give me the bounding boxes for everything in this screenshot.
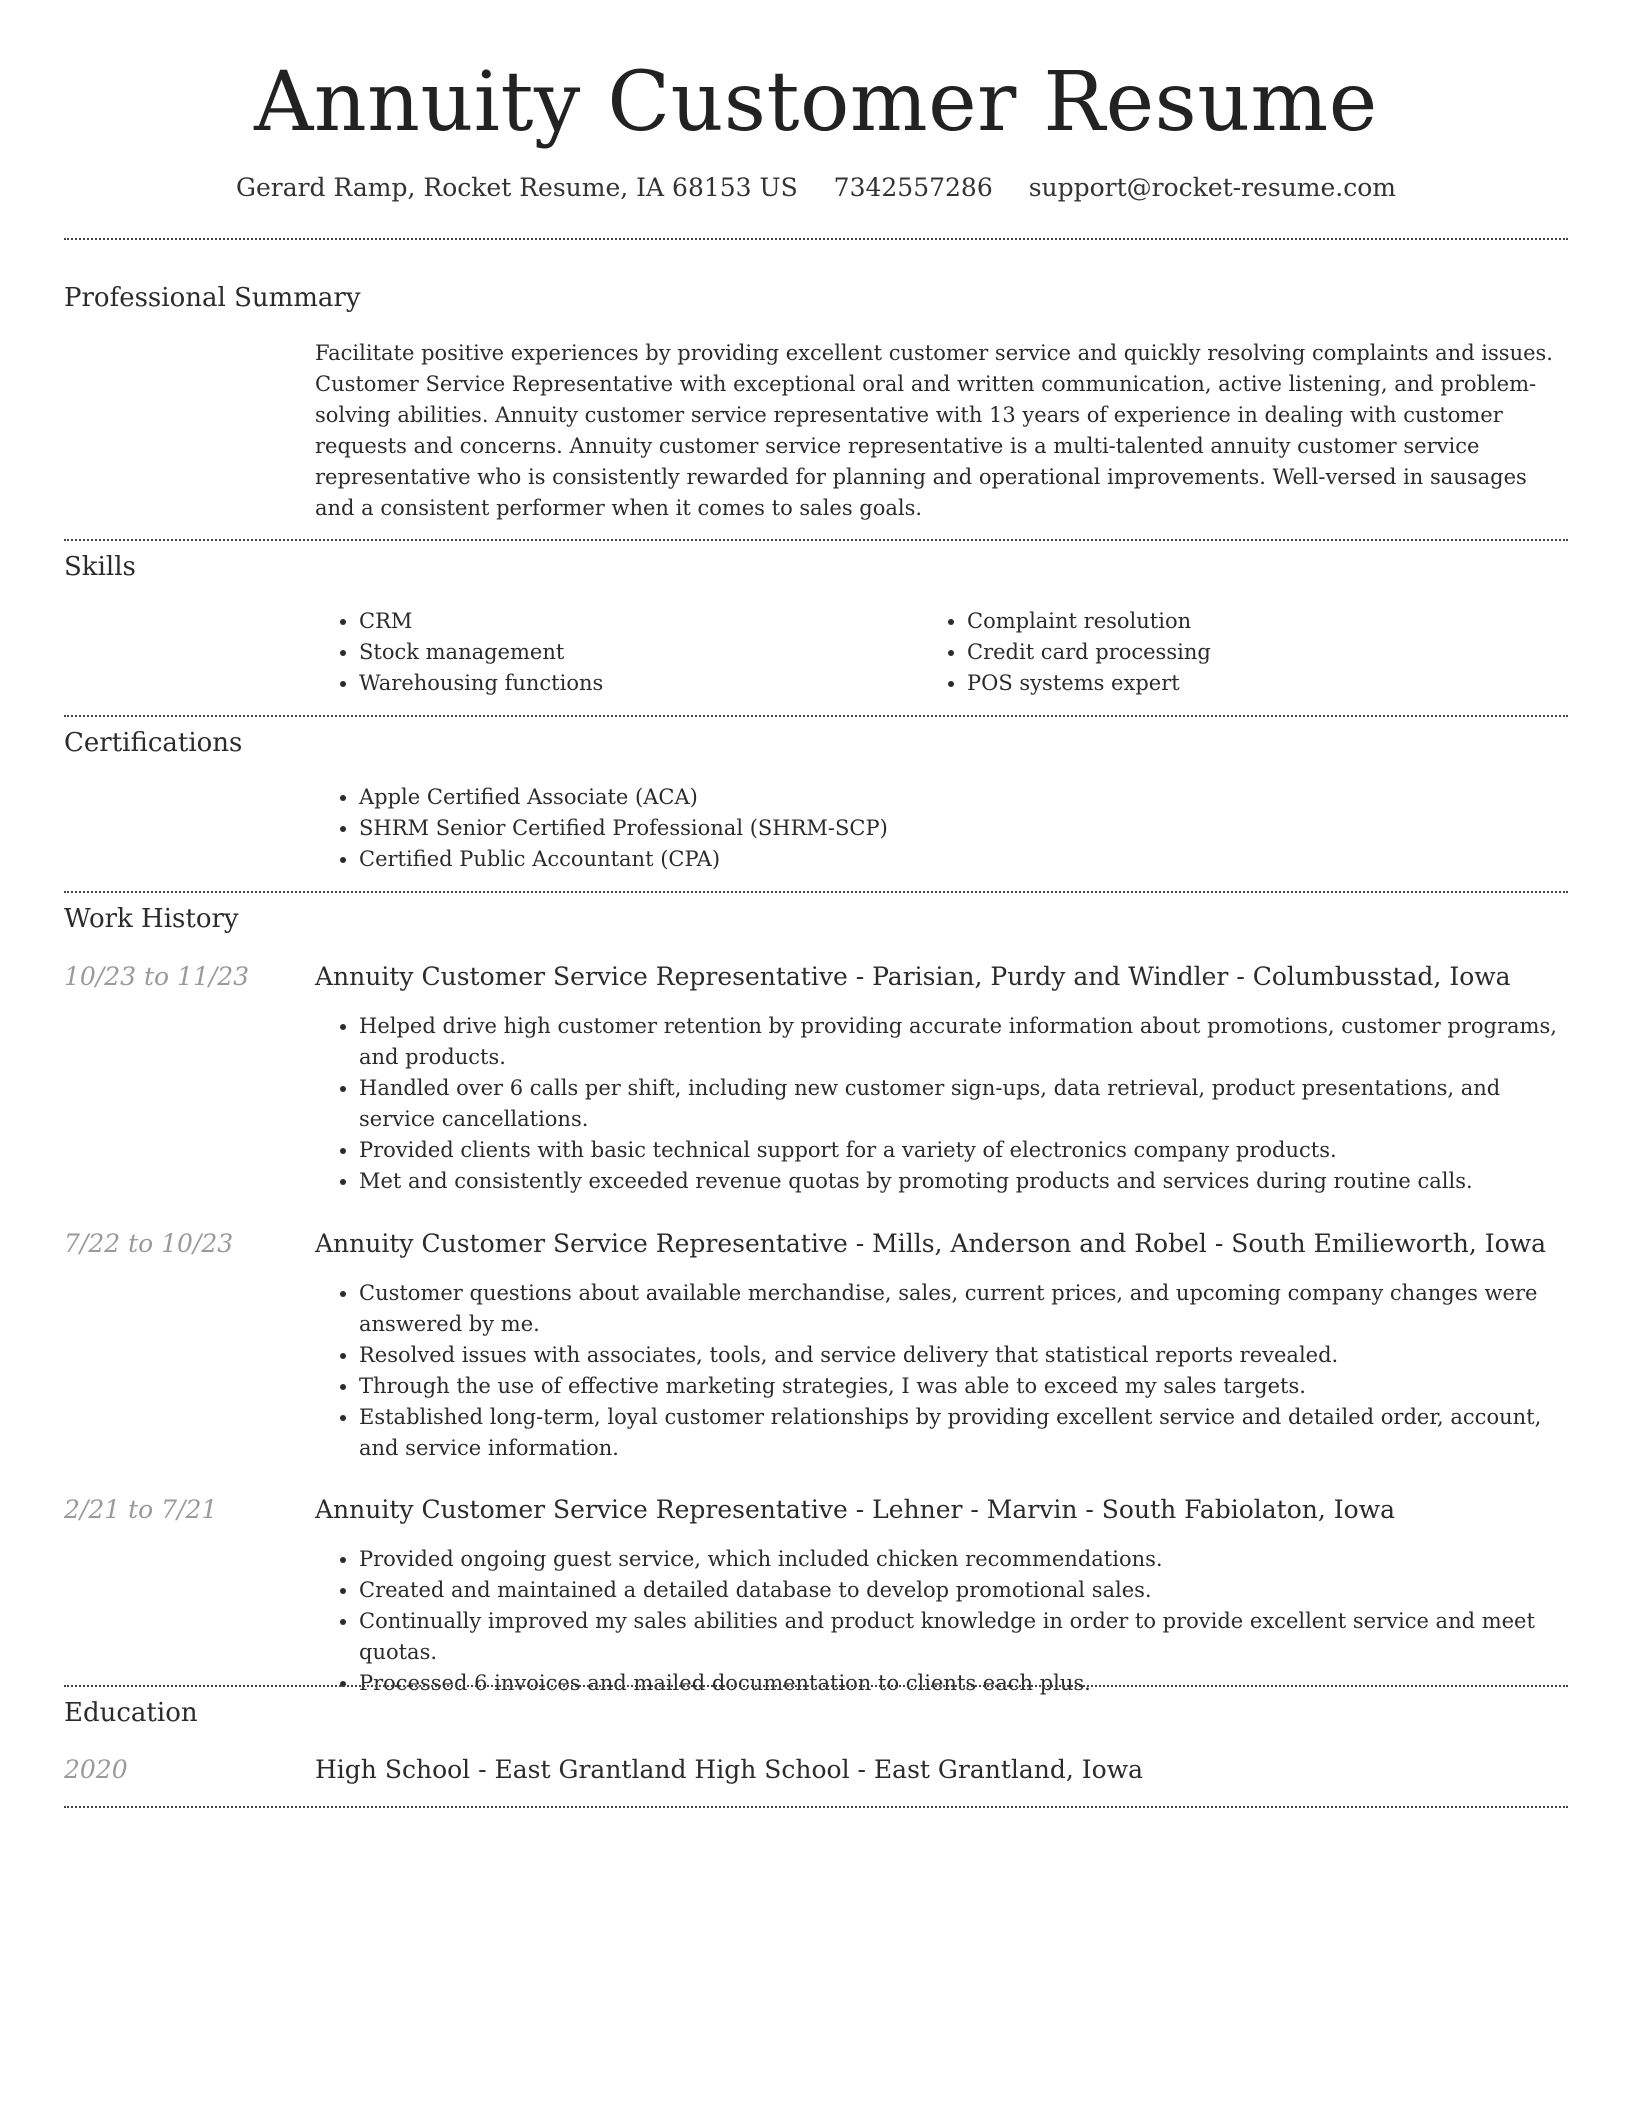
education-year: 2020 (64, 1755, 128, 1784)
job-bullet: • Through the use of effective marketing strategies, I was able to exceed my sales targets. (359, 1371, 1569, 1402)
certification-item: • Apple Certified Associate (ACA) (359, 782, 1569, 813)
job-dates: 7/22 to 10/23 (64, 1229, 234, 1258)
section-divider (64, 715, 1568, 717)
job-bullet: • Met and consistently exceeded revenue quotas by promoting products and services during routine calls. (359, 1166, 1569, 1197)
contact-address: Gerard Ramp, Rocket Resume, IA 68153 US (235, 173, 798, 202)
contact-line (64, 168, 1568, 208)
job-bullet: • Created and maintained a detailed database to develop promotional sales. (359, 1575, 1609, 1606)
job-bullets (315, 1544, 1609, 1699)
section-divider (64, 238, 1568, 240)
resume-title: Annuity Customer Resume (254, 55, 1378, 150)
job-dates: 10/23 to 11/23 (64, 962, 250, 991)
contact-email: support@rocket-resume.com (1028, 173, 1396, 202)
education-heading: Education (64, 1698, 198, 1728)
job-bullets (315, 1278, 1569, 1464)
job-bullet: • Handled over 6 calls per shift, including new customer sign-ups, data retrieval, product presentations, and service cancellations. (359, 1073, 1569, 1135)
summary-text: Facilitate positive experiences by providing excellent customer service and quickly resolving complaints and issues. Customer Service Representative with exceptional oral and written communication, active listening, and problem-solving abilities. Annuity customer service representative with 13 years of experience in dealing with customer requests and concerns. Annuity customer service representative is a multi-talented annuity customer service representative who is consistently rewarded for planning and operational improvements. Well-versed in sausages and a consistent performer when it comes to sales goals. (315, 341, 1553, 520)
job-bullet: • Processed 6 invoices and mailed documentation to clients each plus. (359, 1668, 1609, 1699)
section-divider (64, 539, 1568, 541)
job-bullet: • Provided clients with basic technical support for a variety of electronics company products. (359, 1135, 1569, 1166)
skill-item: • Warehousing functions (359, 668, 919, 699)
certification-item: • Certified Public Accountant (CPA) (359, 844, 1569, 875)
job-bullets (315, 1011, 1569, 1197)
section-divider (64, 891, 1568, 893)
education-entry: High School - East Grantland High School - East Grantland, Iowa (315, 1755, 1144, 1784)
skills-list-right (923, 606, 1567, 699)
certifications-list (315, 782, 1569, 875)
job-bullet: • Helped drive high customer retention by providing accurate information about promotions, customer programs, and products. (359, 1011, 1569, 1073)
job-bullet: • Customer questions about available merchandise, sales, current prices, and upcoming company changes were answered by me. (359, 1278, 1569, 1340)
certification-item: • SHRM Senior Certified Professional (SHRM-SCP) (359, 813, 1569, 844)
skill-item: • POS systems expert (967, 668, 1567, 699)
job-title: Annuity Customer Service Representative - Parisian, Purdy and Windler - Columbusstad, Iowa (315, 962, 1511, 991)
job-title: Annuity Customer Service Representative - Mills, Anderson and Robel - South Emilieworth, Iowa (315, 1229, 1546, 1258)
skill-item: • Stock management (359, 637, 919, 668)
job-dates: 2/21 to 7/21 (64, 1495, 218, 1524)
job-bullet: • Established long-term, loyal customer relationships by providing excellent service and detailed order, account, and service information. (359, 1402, 1569, 1464)
skills-list-left (315, 606, 919, 699)
work-history-heading: Work History (64, 904, 239, 934)
skills-heading: Skills (64, 552, 136, 582)
section-divider (64, 1685, 1568, 1687)
job-bullet: • Provided ongoing guest service, which included chicken recommendations. (359, 1544, 1609, 1575)
job-bullet: • Resolved issues with associates, tools, and service delivery that statistical reports revealed. (359, 1340, 1569, 1371)
contact-phone: 7342557286 (833, 173, 993, 202)
skill-item: • Credit card processing (967, 637, 1567, 668)
job-bullet: • Continually improved my sales abilities and product knowledge in order to provide excellent service and meet quotas. (359, 1606, 1609, 1668)
skill-item: • Complaint resolution (967, 606, 1567, 637)
skill-item: • CRM (359, 606, 919, 637)
summary-heading: Professional Summary (64, 283, 361, 313)
certifications-heading: Certifications (64, 728, 243, 758)
section-divider (64, 1806, 1568, 1808)
job-title: Annuity Customer Service Representative - Lehner - Marvin - South Fabiolaton, Iowa (315, 1495, 1396, 1524)
